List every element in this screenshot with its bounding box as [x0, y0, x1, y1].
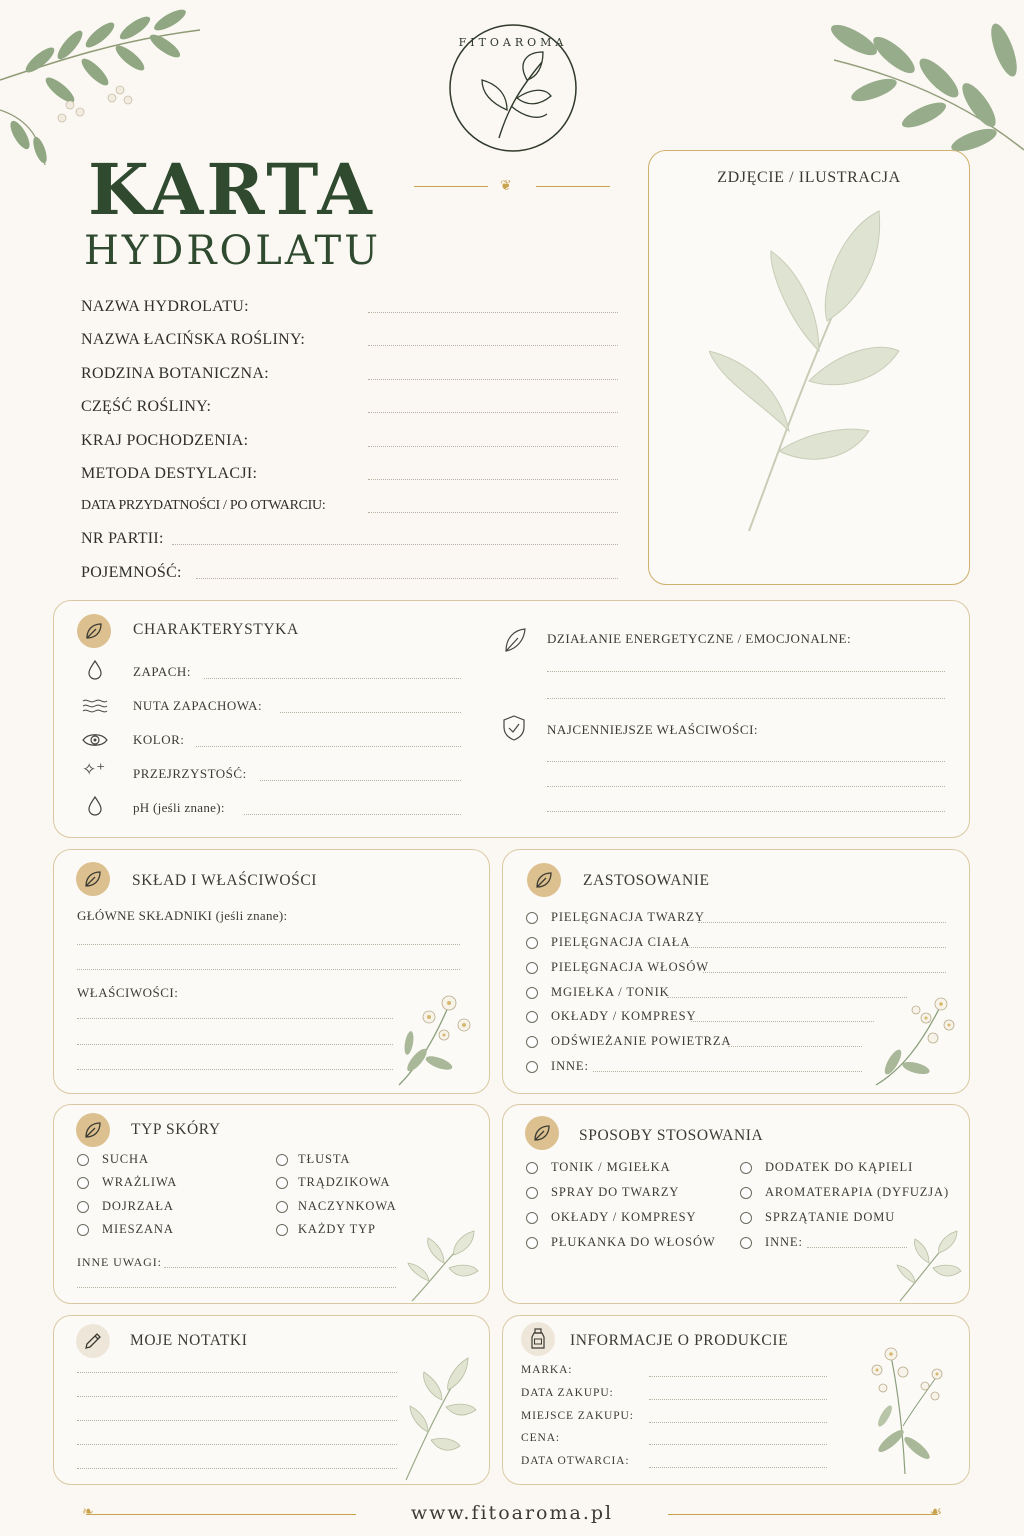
- method-radio[interactable]: [526, 1212, 538, 1224]
- usage-radio[interactable]: [526, 962, 538, 974]
- method-radio[interactable]: [526, 1237, 538, 1249]
- product-info-line[interactable]: [649, 1467, 827, 1468]
- field-line[interactable]: [368, 479, 618, 480]
- logo-text: FITOAROMA: [458, 36, 568, 49]
- field-label: METODA DESTYLACJI:: [81, 465, 258, 482]
- field-line[interactable]: [368, 412, 618, 413]
- page-subtitle: HYDROLATU: [84, 228, 381, 274]
- product-info-card: [502, 1315, 970, 1485]
- product-info-label: MARKA:: [521, 1364, 573, 1376]
- field-line[interactable]: [196, 578, 618, 579]
- usage-line[interactable]: [698, 922, 946, 923]
- skin-type-option: TŁUSTA: [298, 1152, 351, 1166]
- footer-ornament-left-icon: ❧: [82, 1504, 94, 1520]
- product-info-line[interactable]: [649, 1444, 827, 1445]
- usage-line[interactable]: [703, 972, 946, 973]
- drop-icon: [86, 795, 104, 817]
- method-radio[interactable]: [526, 1162, 538, 1174]
- leaf-sprig-icon: [895, 1223, 965, 1303]
- characteristic-label: PRZEJRZYSTOŚĆ:: [133, 766, 247, 781]
- skin-type-option: KAŻDY TYP: [298, 1222, 376, 1236]
- bottle-badge-icon: [521, 1322, 555, 1356]
- usage-radio[interactable]: [526, 1061, 538, 1073]
- product-info-label: DATA ZAKUPU:: [521, 1387, 614, 1399]
- field-label: NR PARTII:: [81, 530, 164, 547]
- usage-line[interactable]: [685, 947, 946, 948]
- usage-radio[interactable]: [526, 987, 538, 999]
- field-label: NAZWA HYDROLATU:: [81, 298, 249, 315]
- method-radio[interactable]: [526, 1187, 538, 1199]
- product-info-line[interactable]: [649, 1422, 827, 1423]
- field-line[interactable]: [368, 379, 618, 380]
- skin-notes-line[interactable]: [164, 1267, 396, 1268]
- usage-radio[interactable]: [526, 912, 538, 924]
- usage-line[interactable]: [593, 1071, 862, 1072]
- feather-leaf-icon: [502, 626, 528, 654]
- skin-notes-line[interactable]: [77, 1287, 396, 1288]
- characteristic-line[interactable]: [280, 712, 461, 713]
- method-option: SPRZĄTANIE DOMU: [765, 1210, 896, 1224]
- method-option: PŁUKANKA DO WŁOSÓW: [551, 1235, 716, 1249]
- usage-card: [502, 849, 970, 1094]
- characteristic-line[interactable]: [244, 814, 461, 815]
- usage-option: PIELĘGNACJA CIAŁA: [551, 935, 691, 949]
- leaf-illustration-icon: [709, 201, 909, 541]
- skin-type-radio[interactable]: [77, 1224, 89, 1236]
- ingredients-line[interactable]: [77, 944, 460, 945]
- usage-option: OKŁADY / KOMPRESY: [551, 1009, 697, 1023]
- skin-type-radio[interactable]: [276, 1224, 288, 1236]
- method-option: AROMATERAPIA (DYFUZJA): [765, 1185, 950, 1199]
- characteristic-line[interactable]: [204, 678, 461, 679]
- method-option: SPRAY DO TWARZY: [551, 1185, 680, 1199]
- energy-line[interactable]: [547, 671, 945, 672]
- characteristic-line[interactable]: [260, 780, 461, 781]
- notes-line[interactable]: [77, 1444, 397, 1445]
- usage-line[interactable]: [691, 1021, 874, 1022]
- skin-type-radio[interactable]: [276, 1154, 288, 1166]
- usage-radio[interactable]: [526, 937, 538, 949]
- method-other-line[interactable]: [807, 1247, 907, 1248]
- leaf-ornament-icon: ❦: [500, 178, 512, 194]
- properties-line[interactable]: [77, 1069, 393, 1070]
- product-info-line[interactable]: [649, 1376, 827, 1377]
- characteristic-label: pH (jeśli znane):: [133, 800, 225, 815]
- skin-type-title: TYP SKÓRY: [131, 1121, 221, 1138]
- notes-card: [53, 1315, 490, 1485]
- method-radio[interactable]: [740, 1187, 752, 1199]
- skin-type-radio[interactable]: [77, 1177, 89, 1189]
- characteristics-card: [53, 600, 970, 838]
- energy-line[interactable]: [547, 698, 945, 699]
- properties-line[interactable]: [77, 1018, 393, 1019]
- drop-icon: [86, 659, 104, 681]
- composition-title: SKŁAD I WŁAŚCIWOŚCI: [132, 872, 318, 889]
- properties-label: WŁAŚCIWOŚCI:: [77, 985, 179, 1000]
- field-label: POJEMNOŚĆ:: [81, 564, 182, 581]
- field-line[interactable]: [368, 312, 618, 313]
- best-properties-line[interactable]: [547, 811, 945, 812]
- product-info-label: CENA:: [521, 1432, 560, 1444]
- page-title: KARTA: [88, 148, 375, 231]
- skin-type-radio[interactable]: [276, 1201, 288, 1213]
- photo-box[interactable]: [648, 150, 970, 585]
- usage-option: INNE:: [551, 1059, 589, 1073]
- product-info-line[interactable]: [649, 1399, 827, 1400]
- photo-box-label: ZDJĘCIE / ILUSTRACJA: [717, 169, 901, 186]
- leaf-badge-icon: [76, 862, 110, 896]
- characteristic-line[interactable]: [196, 746, 461, 747]
- skin-type-radio[interactable]: [77, 1201, 89, 1213]
- notes-line[interactable]: [77, 1372, 397, 1373]
- method-radio[interactable]: [740, 1212, 752, 1224]
- product-info-label: MIEJSCE ZAKUPU:: [521, 1410, 634, 1422]
- leaf-sprig-icon: [404, 1223, 484, 1303]
- skin-type-radio[interactable]: [77, 1154, 89, 1166]
- shield-check-icon: [502, 714, 526, 742]
- product-info-title: INFORMACJE O PRODUKCIE: [570, 1332, 789, 1349]
- waves-icon: [82, 697, 108, 715]
- characteristics-title: CHARAKTERYSTYKA: [133, 621, 299, 638]
- field-label: RODZINA BOTANICZNA:: [81, 365, 269, 382]
- field-label: DATA PRZYDATNOŚCI / PO OTWARCIU:: [81, 498, 326, 513]
- leaf-badge-icon: [76, 1113, 110, 1147]
- skin-type-card: [53, 1104, 490, 1304]
- field-line[interactable]: [368, 345, 618, 346]
- usage-option: PIELĘGNACJA WŁOSÓW: [551, 960, 709, 974]
- flower-sprig-icon: [855, 1336, 947, 1476]
- method-radio[interactable]: [740, 1237, 752, 1249]
- field-label: NAZWA ŁACIŃSKA ROŚLINY:: [81, 331, 306, 348]
- title-ornament: [414, 180, 610, 194]
- leaf-badge-icon: [525, 1116, 559, 1150]
- eye-icon: [81, 731, 109, 749]
- usage-line[interactable]: [728, 1046, 862, 1047]
- notes-line[interactable]: [77, 1396, 397, 1397]
- leaf-sprig-icon: [396, 1352, 481, 1482]
- skin-type-radio[interactable]: [276, 1177, 288, 1189]
- notes-title: MOJE NOTATKI: [130, 1332, 248, 1349]
- leaf-badge-icon: [527, 863, 561, 897]
- skin-type-option: SUCHA: [102, 1152, 149, 1166]
- skin-type-option: WRAŻLIWA: [102, 1175, 178, 1189]
- field-line[interactable]: [368, 446, 618, 447]
- ingredients-label: GŁÓWNE SKŁADNIKI (jeśli znane):: [77, 908, 288, 923]
- usage-radio[interactable]: [526, 1036, 538, 1048]
- skin-type-option: TRĄDZIKOWA: [298, 1175, 391, 1189]
- pencil-badge-icon: [76, 1324, 110, 1358]
- usage-radio[interactable]: [526, 1011, 538, 1023]
- field-line[interactable]: [368, 512, 618, 513]
- characteristic-label: ZAPACH:: [133, 664, 191, 679]
- field-label: KRAJ POCHODZENIA:: [81, 432, 249, 449]
- usage-title: ZASTOSOWANIE: [583, 872, 710, 889]
- method-option: OKŁADY / KOMPRESY: [551, 1210, 697, 1224]
- flower-sprig-icon: [871, 990, 961, 1090]
- method-option: TONIK / MGIEŁKA: [551, 1160, 671, 1174]
- sparkle-icon: ✧⁺: [82, 760, 106, 780]
- energy-label: DZIAŁANIE ENERGETYCZNE / EMOCJONALNE:: [547, 631, 852, 646]
- usage-option: MGIEŁKA / TONIK: [551, 985, 670, 999]
- notes-line[interactable]: [77, 1468, 397, 1469]
- method-option: INNE:: [765, 1235, 803, 1249]
- skin-type-option: NACZYNKOWA: [298, 1199, 397, 1213]
- properties-line[interactable]: [77, 1044, 393, 1045]
- skin-type-option: DOJRZAŁA: [102, 1199, 174, 1213]
- footer: [82, 1502, 942, 1528]
- usage-option: ODŚWIEŻANIE POWIETRZA: [551, 1034, 732, 1048]
- method-radio[interactable]: [740, 1162, 752, 1174]
- website-link[interactable]: www.fitoaroma.pl: [410, 1502, 614, 1524]
- footer-ornament-right-icon: ☙: [929, 1504, 942, 1520]
- field-line[interactable]: [172, 544, 618, 545]
- method-option: DODATEK DO KĄPIELI: [765, 1160, 914, 1174]
- ingredients-line[interactable]: [77, 969, 460, 970]
- notes-line[interactable]: [77, 1420, 397, 1421]
- composition-card: [53, 849, 490, 1094]
- leaf-badge-icon: [77, 614, 111, 648]
- best-properties-line[interactable]: [547, 786, 945, 787]
- skin-notes-label: INNE UWAGI:: [77, 1255, 162, 1269]
- best-properties-label: NAJCENNIEJSZE WŁAŚCIWOŚCI:: [547, 722, 759, 737]
- methods-title: SPOSOBY STOSOWANIA: [579, 1127, 764, 1144]
- methods-card: [502, 1104, 970, 1304]
- best-properties-line[interactable]: [547, 761, 945, 762]
- branch-top-left-illustration: [0, 0, 240, 170]
- characteristic-label: KOLOR:: [133, 732, 185, 747]
- product-info-label: DATA OTWARCIA:: [521, 1455, 630, 1467]
- characteristic-label: NUTA ZAPACHOWA:: [133, 698, 263, 713]
- skin-type-option: MIESZANA: [102, 1222, 174, 1236]
- brand-logo: [447, 22, 579, 154]
- flower-sprig-icon: [389, 985, 479, 1090]
- usage-option: PIELĘGNACJA TWARZY: [551, 910, 705, 924]
- field-label: CZĘŚĆ ROŚLINY:: [81, 398, 212, 415]
